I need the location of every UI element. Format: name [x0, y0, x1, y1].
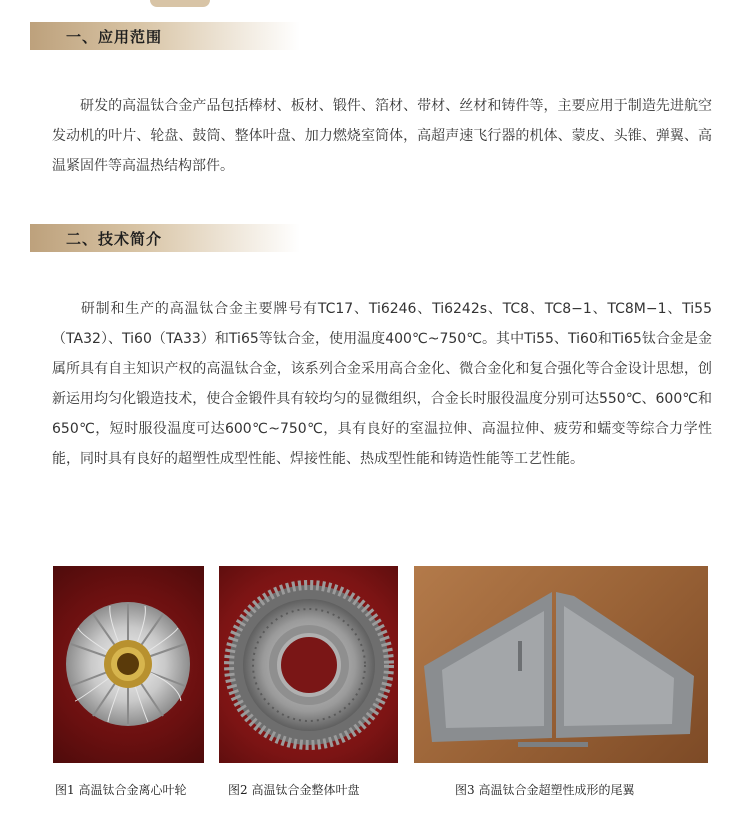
tail-fin-illustration — [414, 566, 708, 763]
figure-1-caption: 图1 高温钛合金离心叶轮 — [55, 783, 187, 797]
impeller-illustration — [53, 566, 204, 763]
section-heading-text: 一、应用范围 — [66, 28, 163, 46]
section-heading-application — [30, 22, 300, 50]
tail-fin-photo — [414, 566, 708, 763]
blisk-photo — [219, 566, 398, 763]
section-heading-text: 二、技术简介 — [66, 230, 163, 248]
technology-paragraph — [52, 294, 712, 474]
application-text: 研发的高温钛合金产品包括棒材、板材、锻件、箔材、带材、丝材和铸件等，主要应用于制造先进航空发动机的叶片、轮盘、鼓筒、整体叶盘、加力燃烧室筒体，高超声速飞行器的机体、蒙皮、头锥、弹翼、高温紧固件等高温热结构部件。 — [52, 98, 712, 174]
blisk-illustration — [219, 566, 398, 763]
top-decoration — [150, 0, 210, 7]
application-paragraph — [52, 91, 712, 181]
section-heading-technology — [30, 224, 300, 252]
figure-3-caption: 图3 高温钛合金超塑性成形的尾翼 — [455, 783, 635, 797]
figure-2-caption: 图2 高温钛合金整体叶盘 — [228, 783, 360, 797]
impeller-photo — [53, 566, 204, 763]
technology-text: 研制和生产的高温钛合金主要牌号有TC17、Ti6246、Ti6242s、TC8、TC8−1、TC8M−1、Ti55（TA32）、Ti60（TA33）和Ti65等钛合金，使用温度400℃~750℃。其中Ti55、Ti60和Ti65钛合金是金属所具有自主知识产权的高温钛合金，该系列合金采用高合金化、微合金化和复合强化等合金设计思想，创新运用均匀化锻造技术，使合金锻件具有较均匀的显微组织，合金长时服役温度分别可达550℃、600℃和650℃，短时服役温度可达600℃~750℃，具有良好的室温拉伸、高温拉伸、疲劳和蠕变等综合力学性能，同时具有良好的超塑性成型性能、焊接性能、热成型性能和铸造性能等工艺性能。 — [52, 301, 712, 467]
